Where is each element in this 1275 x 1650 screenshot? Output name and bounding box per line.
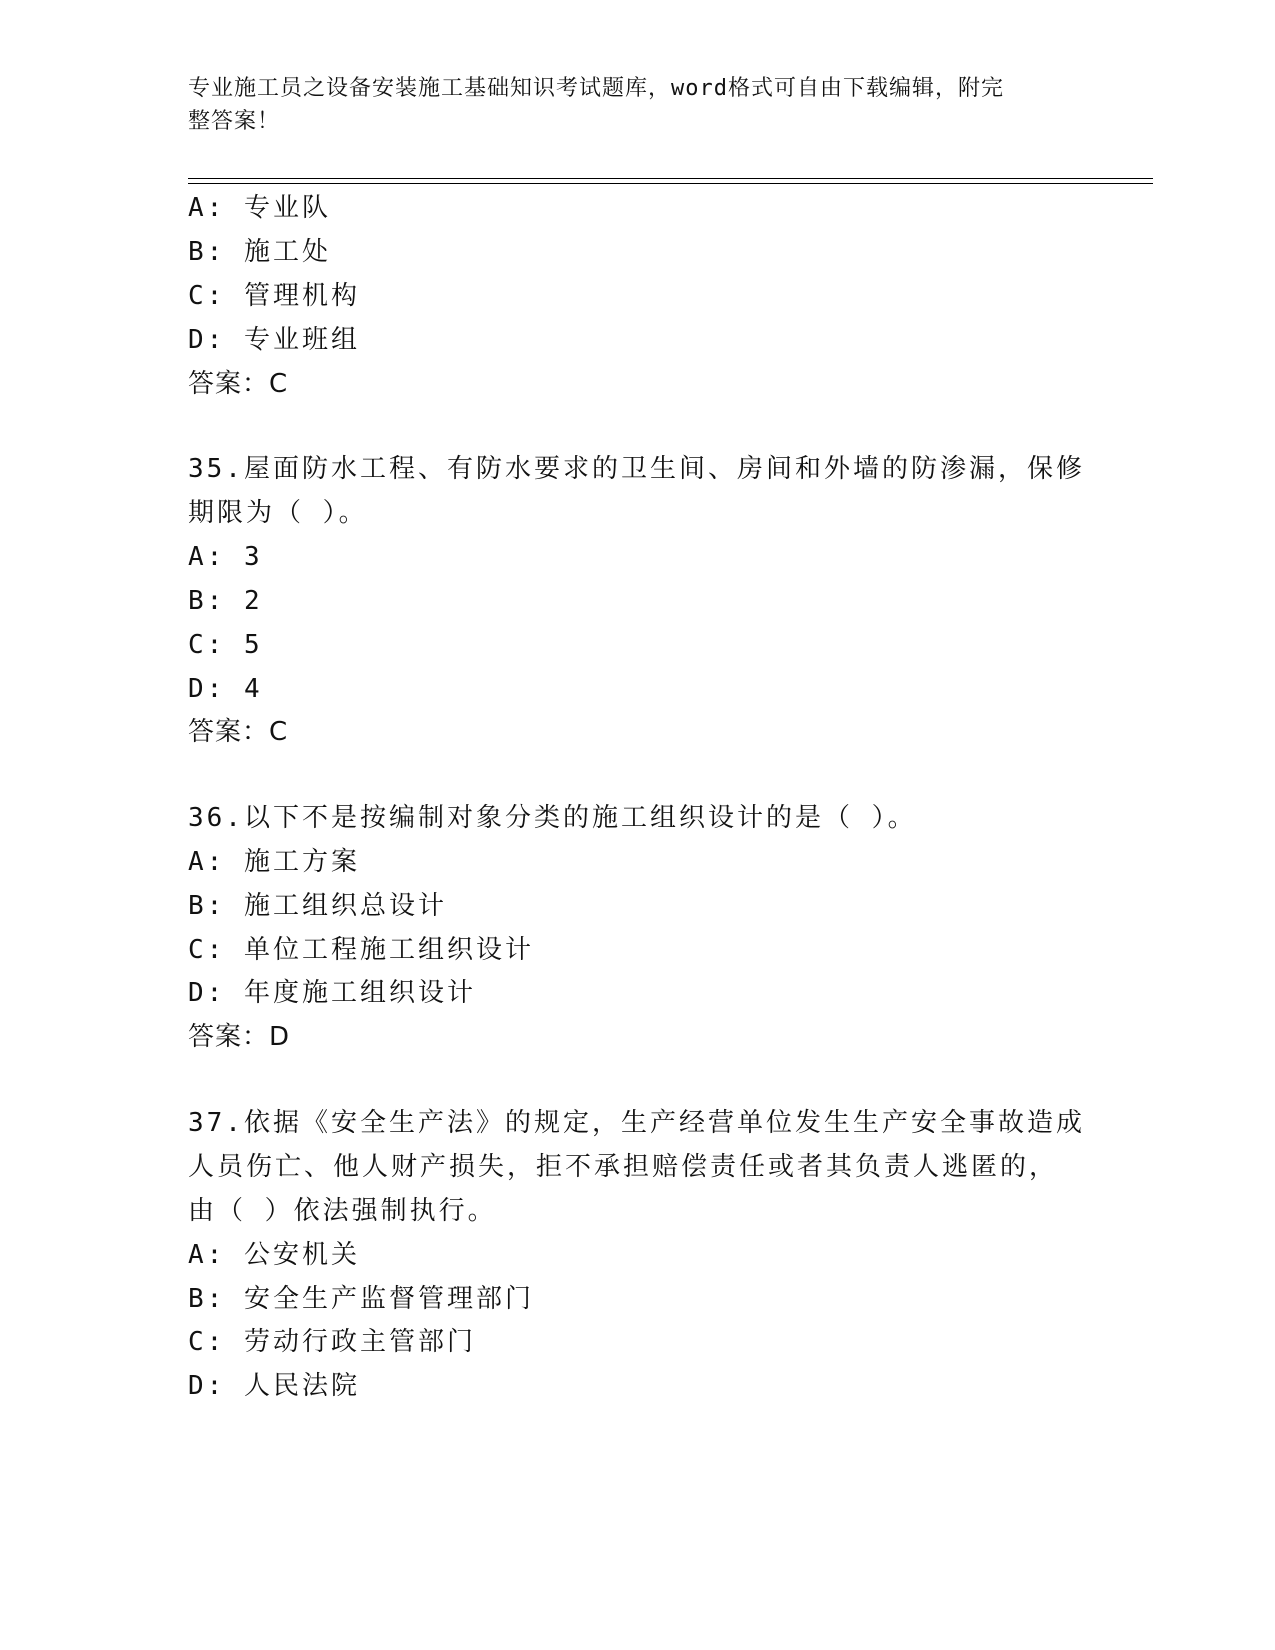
- question-35-line-2: 期限为（ ）。: [188, 498, 368, 528]
- option-b: B: 2: [188, 586, 263, 616]
- document-header: [188, 72, 1068, 138]
- option-a: A: 施工方案: [188, 847, 360, 877]
- option-b: B: 安全生产监督管理部门: [188, 1284, 534, 1314]
- header-rule-bottom: [188, 183, 1153, 184]
- option-b: B: 施工处: [188, 237, 331, 267]
- option-d: D: 4: [188, 674, 263, 704]
- option-a: A: 专业队: [188, 193, 331, 223]
- question-37-line-1: 37.依据《安全生产法》的规定，生产经营单位发生生产安全事故造成: [188, 1108, 1085, 1138]
- answer-line: 答案：D: [188, 1022, 291, 1052]
- option-d: D: 年度施工组织设计: [188, 978, 476, 1008]
- header-line-1: 专业施工员之设备安装施工基础知识考试题库，word格式可自由下载编辑，附完: [188, 76, 1004, 101]
- answer-line: 答案：C: [188, 717, 289, 747]
- option-c: C: 5: [188, 630, 263, 660]
- option-d: D: 专业班组: [188, 325, 360, 355]
- answer-line: 答案：C: [188, 369, 289, 399]
- option-a: A: 3: [188, 542, 263, 572]
- option-b: B: 施工组织总设计: [188, 891, 447, 921]
- option-d: D: 人民法院: [188, 1371, 360, 1401]
- option-c: C: 单位工程施工组织设计: [188, 935, 534, 965]
- question-37-line-2: 人员伤亡、他人财产损失，拒不承担赔偿责任或者其负责人逃匿的，: [188, 1152, 1059, 1182]
- option-c: C: 劳动行政主管部门: [188, 1327, 476, 1357]
- header-line-2: 整答案！: [188, 109, 281, 134]
- option-a: A: 公安机关: [188, 1240, 360, 1270]
- question-36-line-1: 36.以下不是按编制对象分类的施工组织设计的是（ ）。: [188, 803, 917, 833]
- question-37-line-3: 由（ ）依法强制执行。: [188, 1196, 497, 1226]
- question-35-line-1: 35.屋面防水工程、有防水要求的卫生间、房间和外墙的防渗漏，保修: [188, 454, 1085, 484]
- header-rule-top: [188, 178, 1153, 179]
- option-c: C: 管理机构: [188, 281, 360, 311]
